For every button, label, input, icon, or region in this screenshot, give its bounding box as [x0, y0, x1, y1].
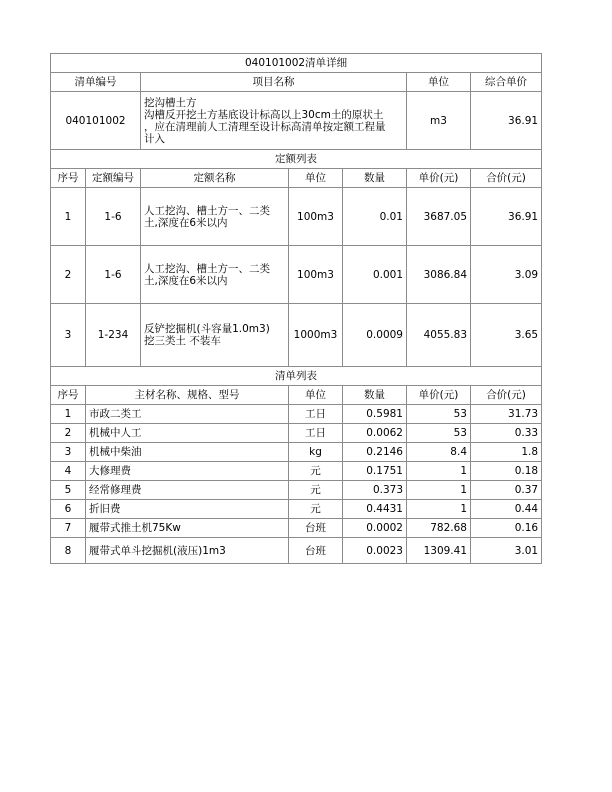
- quota-header-code: 定额编号: [86, 169, 141, 188]
- material-row: [51, 481, 542, 500]
- material-row: [51, 538, 542, 564]
- header-unit-price: 综合单价: [471, 73, 542, 92]
- material-qty: 0.373: [343, 481, 407, 500]
- material-seq: 4: [51, 462, 86, 481]
- materials-header-unit: 单位: [289, 386, 343, 405]
- material-name: 机械中柴油: [86, 443, 289, 462]
- quota-header-seq: 序号: [51, 169, 86, 188]
- material-name: 履带式单斗挖掘机(液压)1m3: [86, 538, 289, 564]
- material-qty: 0.0002: [343, 519, 407, 538]
- quota-name: [141, 246, 289, 304]
- material-qty: 0.2146: [343, 443, 407, 462]
- material-total: 0.16: [471, 519, 542, 538]
- material-name: 折旧费: [86, 500, 289, 519]
- material-name: 履带式推土机75Kw: [86, 519, 289, 538]
- quota-price: 3086.84: [407, 246, 471, 304]
- quota-unit: 100m3: [289, 246, 343, 304]
- quota-header-name: 定额名称: [141, 169, 289, 188]
- quota-header-price: 单价(元): [407, 169, 471, 188]
- material-seq: 6: [51, 500, 86, 519]
- quota-header-qty: 数量: [343, 169, 407, 188]
- material-price: 1: [407, 481, 471, 500]
- item-price: 36.91: [471, 92, 542, 150]
- material-unit: 工日: [289, 405, 343, 424]
- material-name: 市政二类工: [86, 405, 289, 424]
- quota-section-title: 定额列表: [51, 150, 542, 169]
- item-name: [141, 92, 407, 150]
- quota-unit: 100m3: [289, 188, 343, 246]
- material-seq: 2: [51, 424, 86, 443]
- materials-header-total: 合价(元): [471, 386, 542, 405]
- materials-header-name: 主材名称、规格、型号: [86, 386, 289, 405]
- material-row: [51, 462, 542, 481]
- material-price: 1: [407, 462, 471, 481]
- material-price: 53: [407, 405, 471, 424]
- quota-unit: 1000m3: [289, 304, 343, 367]
- material-total: 31.73: [471, 405, 542, 424]
- material-qty: 0.0062: [343, 424, 407, 443]
- material-name: 大修理费: [86, 462, 289, 481]
- header-item-name: 项目名称: [141, 73, 407, 92]
- materials-section-title: 清单列表: [51, 367, 542, 386]
- material-seq: 1: [51, 405, 86, 424]
- material-total: 0.18: [471, 462, 542, 481]
- material-unit: 元: [289, 500, 343, 519]
- quota-row: [51, 246, 542, 304]
- material-name: 机械中人工: [86, 424, 289, 443]
- header-unit: 单位: [407, 73, 471, 92]
- quota-row: [51, 188, 542, 246]
- quota-total: 3.65: [471, 304, 542, 367]
- material-seq: 5: [51, 481, 86, 500]
- material-seq: 3: [51, 443, 86, 462]
- material-row: [51, 405, 542, 424]
- material-row: [51, 443, 542, 462]
- material-seq: 7: [51, 519, 86, 538]
- quota-name-line: 人工挖沟、槽土方一、二类: [144, 262, 270, 275]
- material-qty: 0.5981: [343, 405, 407, 424]
- quota-code: 1-234: [86, 304, 141, 367]
- material-total: 0.33: [471, 424, 542, 443]
- quota-price: 4055.83: [407, 304, 471, 367]
- materials-header-seq: 序号: [51, 386, 86, 405]
- header-bill-code: 清单编号: [51, 73, 141, 92]
- item-code: 040101002: [51, 92, 141, 150]
- item-name-line: 挖沟槽土方: [144, 96, 197, 109]
- quota-seq: 1: [51, 188, 86, 246]
- material-total: 0.37: [471, 481, 542, 500]
- material-seq: 8: [51, 538, 86, 564]
- material-qty: 0.1751: [343, 462, 407, 481]
- material-unit: 元: [289, 481, 343, 500]
- materials-header-price: 单价(元): [407, 386, 471, 405]
- material-unit: 工日: [289, 424, 343, 443]
- quota-row: [51, 304, 542, 367]
- quota-name: [141, 304, 289, 367]
- quota-code: 1-6: [86, 246, 141, 304]
- quota-qty: 0.01: [343, 188, 407, 246]
- item-name-line: 计入: [144, 132, 165, 145]
- item-name-line: ，应在清理前人工清理至设计标高清单按定额工程量: [144, 120, 386, 133]
- quota-seq: 2: [51, 246, 86, 304]
- material-row: [51, 519, 542, 538]
- material-unit: 台班: [289, 538, 343, 564]
- material-price: 1: [407, 500, 471, 519]
- material-qty: 0.4431: [343, 500, 407, 519]
- material-price: 8.4: [407, 443, 471, 462]
- quota-seq: 3: [51, 304, 86, 367]
- quota-total: 36.91: [471, 188, 542, 246]
- material-total: 0.44: [471, 500, 542, 519]
- materials-header-qty: 数量: [343, 386, 407, 405]
- item-unit: m3: [407, 92, 471, 150]
- quota-name-line: 土,深度在6米以内: [144, 274, 228, 287]
- item-name-line: 沟槽反开挖土方基底设计标高以上30cm土的原状土: [144, 108, 384, 121]
- quota-name-line: 土,深度在6米以内: [144, 216, 228, 229]
- quota-header-unit: 单位: [289, 169, 343, 188]
- material-unit: 元: [289, 462, 343, 481]
- quota-code: 1-6: [86, 188, 141, 246]
- quota-name: [141, 188, 289, 246]
- material-qty: 0.0023: [343, 538, 407, 564]
- material-row: [51, 500, 542, 519]
- quota-total: 3.09: [471, 246, 542, 304]
- doc-title: 040101002清单详细: [51, 54, 542, 73]
- quota-name-line: 反铲挖掘机(斗容量1.0m3): [144, 323, 270, 335]
- material-name: 经常修理费: [86, 481, 289, 500]
- quota-header-total: 合价(元): [471, 169, 542, 188]
- material-total: 3.01: [471, 538, 542, 564]
- material-price: 53: [407, 424, 471, 443]
- quota-name-line: 人工挖沟、槽土方一、二类: [144, 204, 270, 217]
- material-price: 1309.41: [407, 538, 471, 564]
- quota-name-line: 挖三类土 不装车: [144, 335, 221, 347]
- material-row: [51, 424, 542, 443]
- bill-detail-table: [50, 53, 542, 564]
- material-price: 782.68: [407, 519, 471, 538]
- quota-qty: 0.0009: [343, 304, 407, 367]
- quota-price: 3687.05: [407, 188, 471, 246]
- material-unit: kg: [289, 443, 343, 462]
- quota-qty: 0.001: [343, 246, 407, 304]
- material-unit: 台班: [289, 519, 343, 538]
- material-total: 1.8: [471, 443, 542, 462]
